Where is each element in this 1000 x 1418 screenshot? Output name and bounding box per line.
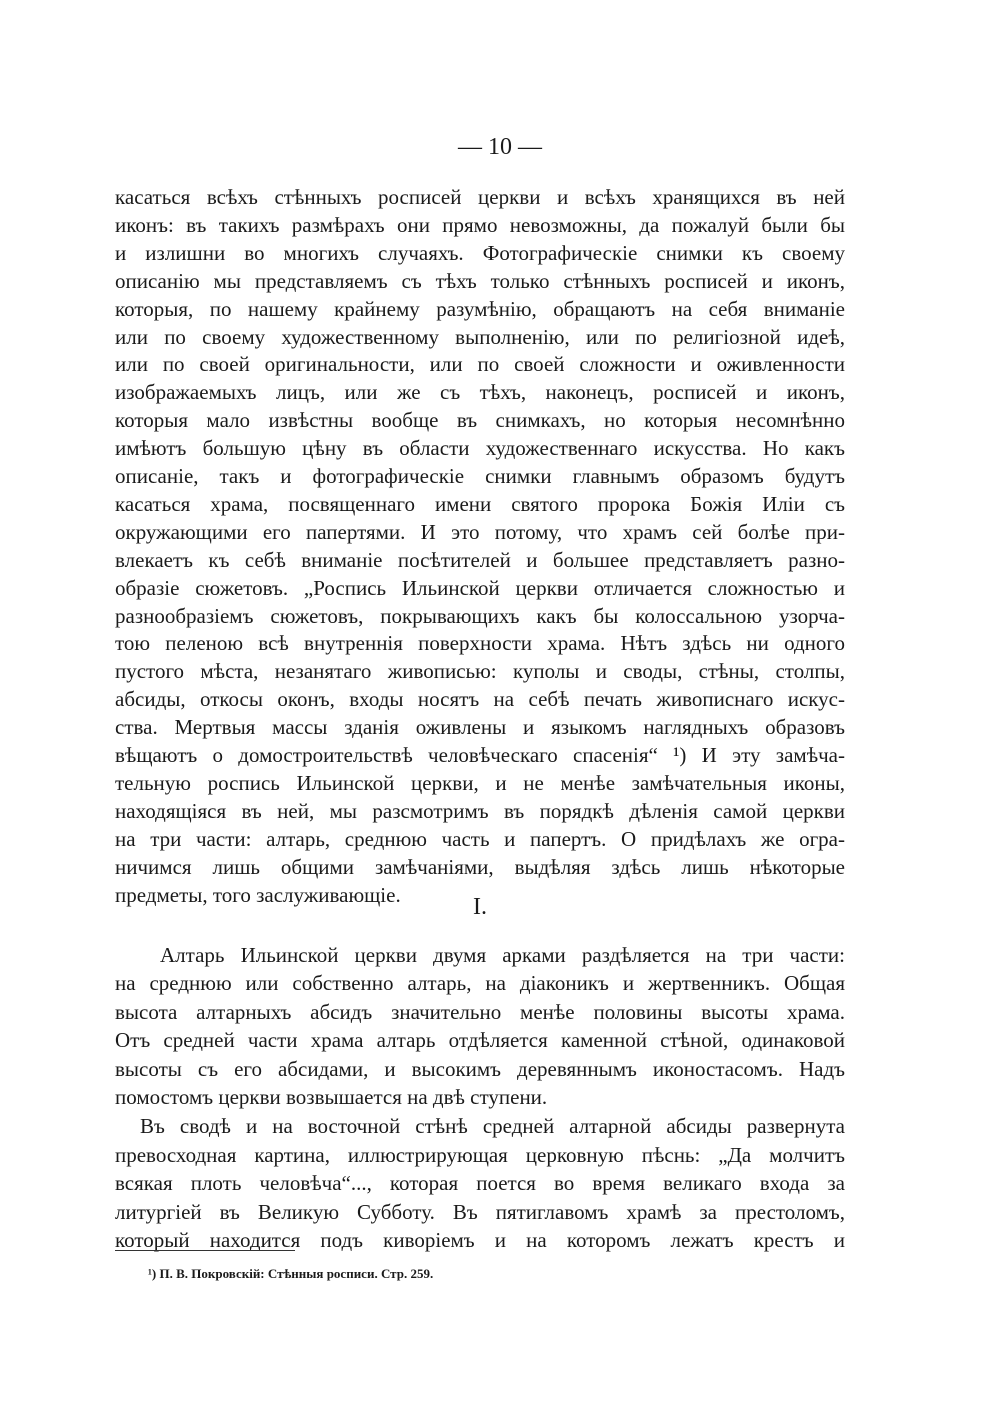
text-line: пустого мѣста, незанятаго живописью: куполы и своды, стѣны, столпы, — [115, 659, 845, 684]
text-line: ства. Мертвыя массы зданія оживлены и языкомъ наглядныхъ образовъ — [115, 715, 845, 740]
text-line: вѣщаютъ о домостроительствѣ человѣческаго спасенія“ ¹) И эту замѣча- — [115, 743, 845, 767]
text-line: находящіяся въ ней, мы разсмотримъ въ порядкѣ дѣленія самой церкви — [115, 798, 845, 823]
text-line: касаться всѣхъ стѣнныхъ росписей церкви и всѣхъ хранящихся въ ней — [115, 185, 845, 209]
page-number: — 10 — — [458, 134, 542, 160]
text-line: предметы, того заслуживающіе. — [115, 882, 401, 907]
text-line: касаться храма, посвященнаго имени святого пророка Божія Иліи съ — [115, 491, 845, 516]
text-line: или по своему художественному выполненію, или по религіозной идеѣ, — [115, 324, 845, 349]
text-line: на среднюю или собственно алтарь, на діаконикъ и жертвенникъ. Общая — [115, 971, 845, 996]
text-line: абсиды, откосы оконъ, входы носятъ на себѣ печать живописнаго искус- — [115, 687, 845, 712]
text-line: на три части: алтарь, среднюю часть и папертъ. О придѣлахъ же огра- — [115, 826, 845, 851]
text-line: всякая плоть человѣча“..., которая поется во время великаго входа за — [115, 1171, 845, 1195]
text-line: высоты съ его абсидами, и высокимъ деревяннымъ иконостасомъ. Надъ — [115, 1056, 845, 1081]
text-line: литургіей въ Великую Субботу. Въ пятиглавомъ храмѣ за престоломъ, — [115, 1199, 845, 1224]
text-line: Алтарь Ильинской церкви двумя арками раздѣляется на три части: — [160, 943, 845, 967]
footnote-rule — [115, 1250, 295, 1251]
text-line: тельную роспись Ильинской церкви, и не менѣе замѣчательныя иконы, — [115, 770, 845, 795]
text-line: окружающими его папертями. И это потому, что храмъ сей болѣе при- — [115, 519, 845, 544]
text-line: имѣютъ большую цѣну въ области художественнаго искусства. Но какъ — [115, 436, 845, 461]
text-line: ничимся лишь общими замѣчаніями, выдѣляя здѣсь лишь нѣкоторые — [115, 854, 845, 879]
section-heading: I. — [473, 894, 487, 920]
text-line: изображаемыхъ лицъ, или же съ тѣхъ, наконецъ, росписей и иконъ, — [115, 380, 845, 405]
text-line: тою пеленою всѣ внутреннія поверхности храма. Нѣтъ здѣсь ни одного — [115, 631, 845, 656]
text-line: или по своей оригинальности, или по своей сложности и оживленности — [115, 352, 845, 377]
text-line: помостомъ церкви возвышается на двѣ ступени. — [115, 1085, 548, 1109]
text-line: которыя, по нашему крайнему разумѣнію, обращаютъ на себя вниманіе — [115, 296, 845, 321]
text-line: превосходная картина, иллюстрирующая церковную пѣснь: „Да молчитъ — [115, 1142, 845, 1167]
text-line: влекаетъ къ себѣ вниманіе посѣтителей и большее представляетъ разно- — [115, 547, 845, 572]
text-line: высота алтарныхъ абсидъ значительно менѣе половины высоты храма. — [115, 999, 845, 1024]
text-line: описанію мы представляемъ съ тѣхъ только стѣнныхъ росписей и иконъ, — [115, 268, 845, 293]
text-line: и излишни во многихъ случаяхъ. Фотографическіе снимки къ своему — [115, 240, 845, 265]
text-line: иконъ: въ такихъ размѣрахъ они прямо невозможны, да пожалуй были бы — [115, 212, 845, 237]
text-line: Въ сводѣ и на восточной стѣнѣ средней алтарной абсиды развернута — [140, 1114, 845, 1138]
text-line: образіе сюжетовъ. „Роспись Ильинской церкви отличается сложностью и — [115, 575, 845, 600]
text-line: который находится подъ киворіемъ и на которомъ лежатъ крестъ и — [115, 1228, 845, 1252]
text-line: которыя мало извѣстны вообще въ снимкахъ, но которыя несомнѣнно — [115, 408, 845, 433]
text-line: разнообразіемъ сюжетовъ, покрывающихъ какъ бы колоссальною узорча- — [115, 603, 845, 628]
text-line: Отъ средней части храма алтарь отдѣляется каменной стѣной, одинаковой — [115, 1028, 845, 1053]
text-line: описаніе, такъ и фотографическіе снимки главнымъ образомъ будутъ — [115, 464, 845, 488]
footnote: ¹) П. В. Покровскій: Стѣнныя росписи. Стр. 259. — [148, 1266, 434, 1281]
